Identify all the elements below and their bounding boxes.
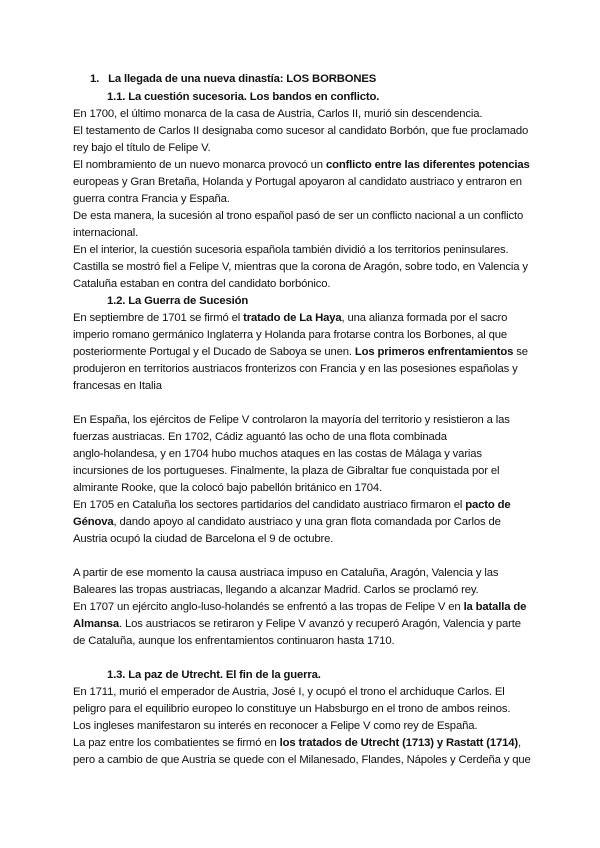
section-3-title: 1.3. La paz de Utrecht. El fin de la guerra. <box>107 669 321 681</box>
paragraph-line: pero a cambio de que Austria se quede con el Milanesado, Flandes, Nápoles y Cerdeña y que <box>73 754 531 766</box>
text-run: En septiembre de 1701 se firmó el <box>73 312 244 324</box>
text-run: En 1705 en Cataluña los sectores partidarios del candidato austriaco firmaron el <box>73 499 466 511</box>
text-run: , dando apoyo al candidato austriaco y una gran flota comandada por Carlos de <box>113 516 501 528</box>
bold-text-run: tratado de La Haya <box>243 312 342 324</box>
main-heading: 1. La llegada de una nueva dinastía: LOS BORBONES <box>90 73 377 85</box>
paragraph-line: Austria ocupó la ciudad de Barcelona el 9 de octubre. <box>73 533 334 545</box>
text-run: , una alianza formada por el sacro <box>341 312 508 324</box>
text-run: En 1707 un ejército anglo-luso-holandés se enfrentó a las tropas de Felipe V en <box>73 601 464 613</box>
paragraph-line <box>73 618 521 630</box>
paragraph-line <box>73 159 530 171</box>
bold-text-run: los tratados de Utrecht (1713) y Rastatt (1714) <box>279 737 519 749</box>
paragraph-line <box>73 499 511 511</box>
paragraph-line: El testamento de Carlos II designaba como sucesor al candidato Borbón, que fue proclamado <box>73 125 529 137</box>
paragraph-line: internacional. <box>73 227 139 239</box>
paragraph-line: A partir de ese momento la causa austriaca impuso en Cataluña, Aragón, Valencia y las <box>73 567 499 579</box>
paragraph-line: Castilla se mostró fiel a Felipe V, mientras que la corona de Aragón, sobre todo, en Valencia y <box>73 261 528 273</box>
paragraph-line: En España, los ejércitos de Felipe V controlaron la mayoría del territorio y resistieron a las <box>73 414 510 426</box>
paragraph-line: Cataluña estaban en contra del candidato borbónico. <box>73 278 331 290</box>
paragraph-line: De esta manera, la sucesión al trono español pasó de ser un conflicto nacional a un conflicto <box>73 210 524 222</box>
paragraph-line: europeas y Gran Bretaña, Holanda y Portugal apoyaron al candidato austriaco y entraron en <box>73 176 522 188</box>
paragraph-line: peligro para el equilibrio europeo lo constituye un Habsburgo en el trono de ambos reinos. <box>73 703 511 715</box>
section-1-title: 1.1. La cuestión sucesoria. Los bandos en conflicto. <box>107 91 380 103</box>
paragraph-line <box>73 516 501 528</box>
paragraph-line: almirante Rooke, que la colocó bajo pabellón británico en 1704. <box>73 482 382 494</box>
paragraph-line: En 1711, murió el emperador de Austria, José I, y ocupó el trono el archiduque Carlos. El <box>73 686 505 698</box>
paragraph-line: imperio romano germánico Inglaterra y Holanda para frotarse contra los Borbones, al que <box>73 329 508 341</box>
paragraph-line <box>73 737 521 749</box>
bold-text-run: Génova <box>73 516 114 528</box>
section-2-title: 1.2. La Guerra de Sucesión <box>107 295 249 307</box>
paragraph-line: En 1700, el último monarca de la casa de Austria, Carlos II, murió sin descendencia. <box>73 108 483 120</box>
paragraph-line: guerra contra Francia y España. <box>73 193 230 205</box>
paragraph-line: incursiones de los portugueses. Finalmente, la plaza de Gibraltar fue conquistada por el <box>73 465 500 477</box>
bold-text-run: conflicto entre las diferentes potencias <box>325 159 530 171</box>
paragraph-line: fuerzas austriacas. En 1702, Cádiz aguantó las ocho de una flota combinada <box>73 431 447 443</box>
text-run: se <box>513 346 528 358</box>
paragraph-line <box>73 312 507 324</box>
paragraph-line: produjeron en territorios austriacos fronterizos con Francia y en las posesiones españolas y <box>73 363 518 375</box>
text-run: El nombramiento de un nuevo monarca provocó un <box>73 159 326 171</box>
paragraph-line <box>73 601 526 613</box>
paragraph-line: Los ingleses manifestaron su interés en reconocer a Felipe V como rey de España. <box>73 720 478 732</box>
paragraph-line: Baleares las tropas austriacas, llegando a alcanzar Madrid. Carlos se proclamó rey. <box>73 584 479 596</box>
bold-text-run: pacto de <box>465 499 511 511</box>
paragraph-line: anglo-holandesa, y en 1704 hubo muchos ataques en las costas de Málaga y varias <box>73 448 482 460</box>
paragraph-line: de Cataluña, aunque los enfrentamientos continuaron hasta 1710. <box>73 635 395 647</box>
text-run: . Los austriacos se retiraron y Felipe V avanzó y recuperó Aragón, Valencia y parte <box>119 618 521 630</box>
paragraph-line: francesas en Italia <box>73 380 162 392</box>
bold-text-run: Los primeros enfrentamientos <box>354 346 514 358</box>
text-run: La paz entre los combatientes se firmó en <box>73 737 280 749</box>
bold-text-run: la batalla de <box>463 601 527 613</box>
paragraph-line <box>73 346 528 358</box>
paragraph-line: rey bajo el título de Felipe V. <box>73 142 211 154</box>
text-run: , <box>518 737 522 749</box>
bold-text-run: Almansa <box>73 618 120 630</box>
text-run: posteriormente Portugal y el Ducado de Saboya se unen. <box>73 346 355 358</box>
paragraph-line: En el interior, la cuestión sucesoria española también dividió a los territorios peninsulares. <box>73 244 509 256</box>
